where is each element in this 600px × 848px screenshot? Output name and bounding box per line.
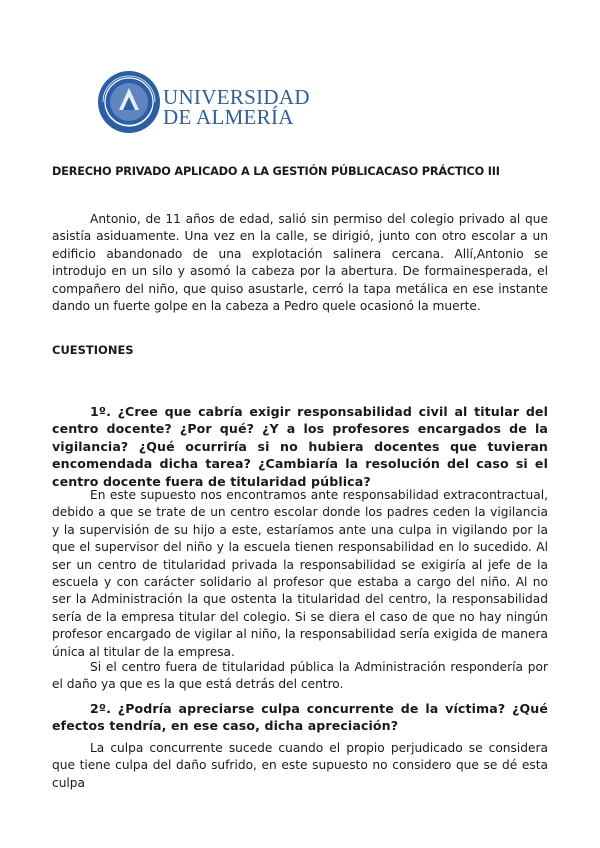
question-2: 2º. ¿Podría apreciarse culpa concurrente de la víctima? ¿Qué efectos tendría, en ese caso, dicha apreciación? <box>52 701 548 734</box>
university-seal-icon <box>97 70 161 134</box>
answer-2-paragraph-1: La culpa concurrente sucede cuando el propio perjudicado se considera que tiene culpa del daño sufrido, en este supuesto no considero que se dé esta culpa <box>52 741 548 790</box>
question-1: 1º. ¿Cree que cabría exigir responsabilidad civil al titular del centro docente? ¿Por qué? ¿Y a los profesores encargados de la vigilancia? ¿Qué ocurriría si no hubiera docentes que tuvieran encomendada dicha tarea? ¿Cambiaría la resolución del caso si el centro docente fuera de titularidad pública? <box>52 404 548 489</box>
answer-1-paragraph-1: En este supuesto nos encontramos ante responsabilidad extracontractual, debido a que se trate de un centro escolar donde los padres ceden la vigilancia y la supervisión de su hijo a este, estaríamos ante una culpa in vigilando por la que el supervisor del niño y la escuela tienen responsabilidad en lo sucedido. Al ser un centro de titularidad privada la responsabilidad se exigiría al jefe de la escuela y con carácter solidario al profesor que estaba a cargo del niño. Al no ser la Administración la que ostenta la titularidad del centro, la responsabilidad sería de la empresa titular del colegio. Si se diera el caso de que no hay ningún profesor encargado de vigilar al niño, la responsabilidad sería exigida de manera única al titular de la empresa. <box>52 488 548 659</box>
university-name-line1: UNIVERSIDAD <box>163 85 310 109</box>
page-title: DERECHO PRIVADO APLICADO A LA GESTIÓN PÚBLICACASO PRÁCTICO III <box>52 165 500 178</box>
case-paragraph: Antonio, de 11 años de edad, salió sin permiso del colegio privado al que asistía asiduamente. Una vez en la calle, se dirigió, junto con otro escolar a un edificio abandonado de una explotación salinera cercana. Allí,Antonio se introdujo en un silo y asomó la cabeza por la abertura. De formainesperada, el compañero del niño, que quiso asustarle, cerró la tapa metálica en ese instante dando un fuerte golpe en la cabeza a Pedro quele ocasionó la muerte. <box>52 212 548 314</box>
university-logo <box>97 70 310 150</box>
university-name-line2: DE ALMERÍA <box>163 105 294 129</box>
questions-heading: CUESTIONES <box>52 343 134 357</box>
answer-1-paragraph-2: Si el centro fuera de titularidad pública la Administración respondería por el daño ya que es la que está detrás del centro. <box>52 660 548 692</box>
university-name <box>163 87 310 127</box>
